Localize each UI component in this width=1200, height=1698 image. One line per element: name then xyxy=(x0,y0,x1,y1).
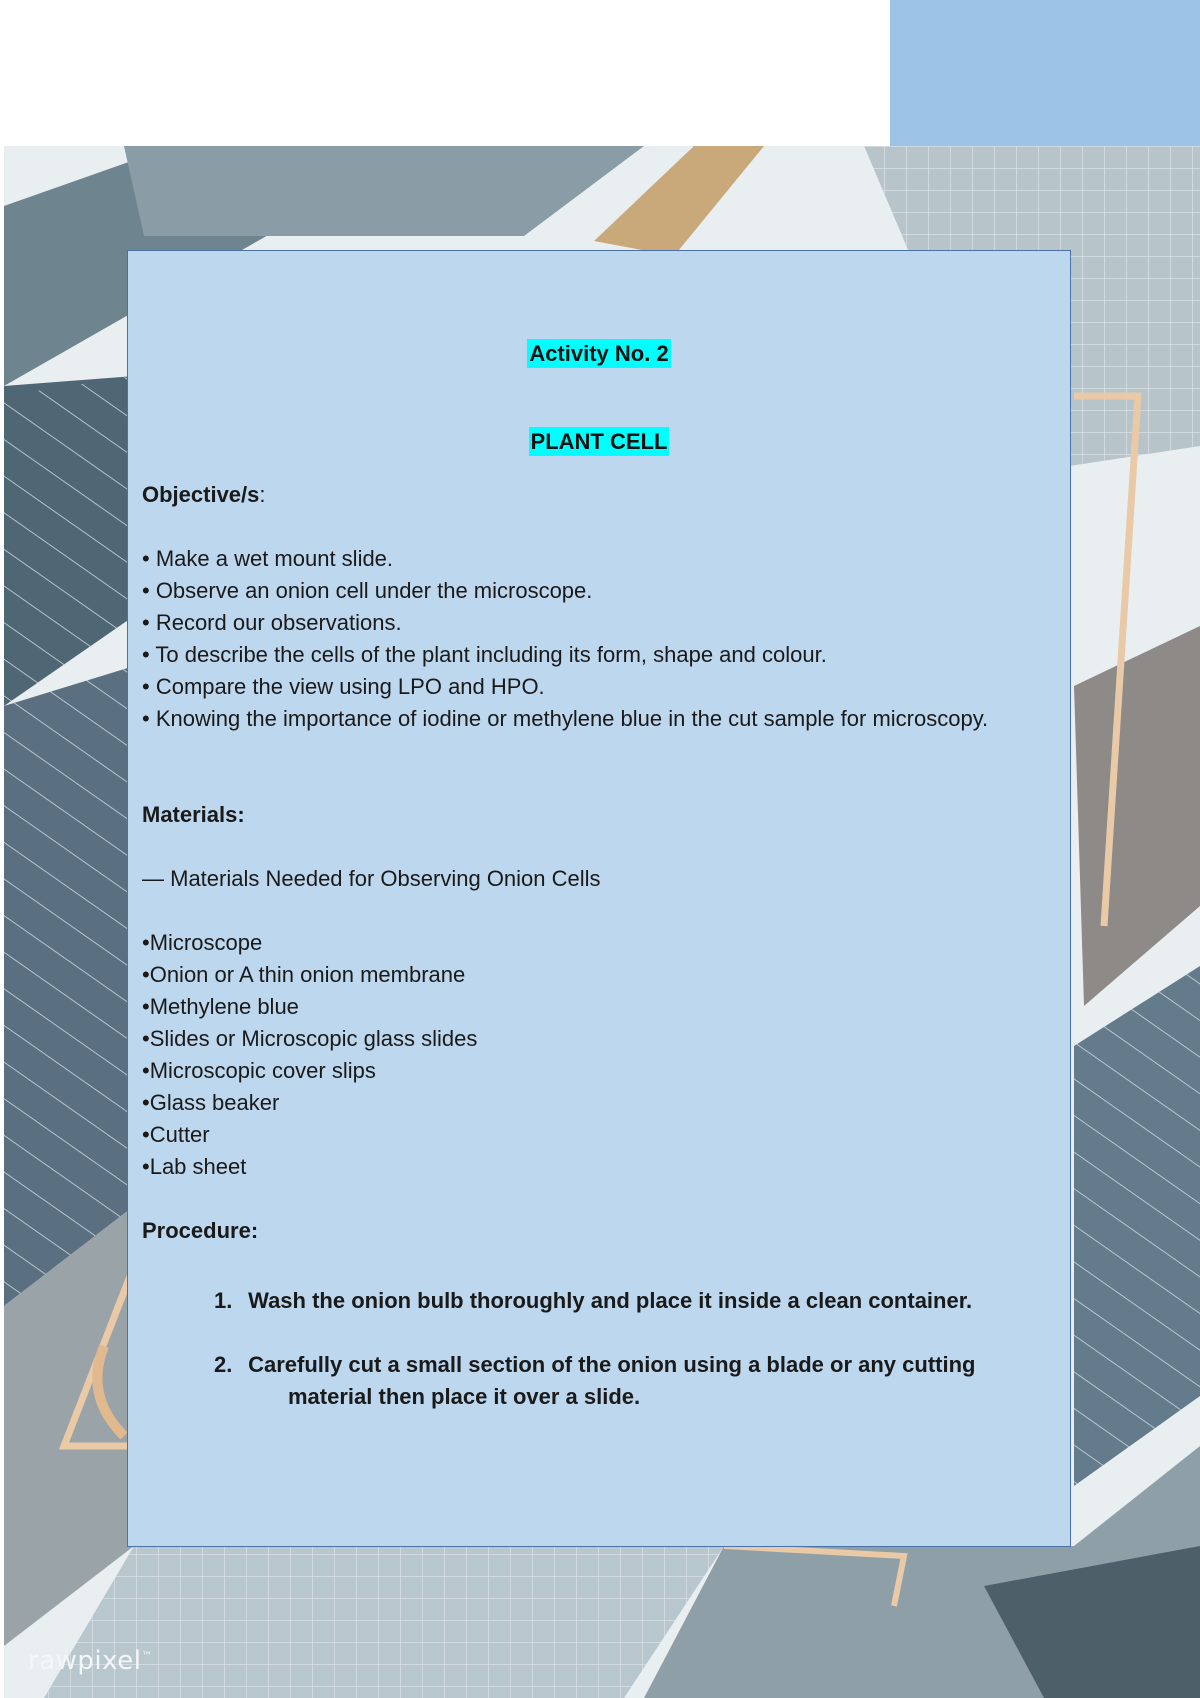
material-item: •Onion or A thin onion membrane xyxy=(142,962,466,987)
material-item: •Microscope xyxy=(142,930,263,955)
activity-sheet xyxy=(127,250,1071,1547)
procedure-heading: Procedure: xyxy=(142,1218,259,1243)
procedure-step-text-continued: material then place it over a slide. xyxy=(288,1384,641,1409)
materials-heading: Materials: xyxy=(142,802,245,827)
objective-item: • Record our observations. xyxy=(142,610,402,635)
objective-item: • Make a wet mount slide. xyxy=(142,546,394,571)
objectives-heading-line xyxy=(142,479,1056,511)
material-item: •Methylene blue xyxy=(142,994,299,1019)
objective-item: • Observe an onion cell under the microscope. xyxy=(142,578,593,603)
objectives-heading: Objective/s xyxy=(142,482,260,507)
material-item: •Microscopic cover slips xyxy=(142,1058,376,1083)
procedure-step xyxy=(214,1349,1056,1413)
rawpixel-watermark: rawpixel™ xyxy=(28,1646,153,1676)
procedure-step-text: Carefully cut a small section of the onion using a blade or any cutting xyxy=(248,1352,976,1377)
objective-item: • Knowing the importance of iodine or methylene blue in the cut sample for microscopy. xyxy=(142,706,989,731)
activity-title: PLANT CELL xyxy=(530,429,668,454)
material-item: •Cutter xyxy=(142,1122,210,1147)
activity-number: Activity No. 2 xyxy=(529,341,669,366)
corner-accent-block xyxy=(890,0,1200,146)
procedure-step-number: 2. xyxy=(214,1352,233,1377)
activity-number-line xyxy=(128,341,1070,367)
material-item: •Slides or Microscopic glass slides xyxy=(142,1026,478,1051)
objectives-heading-colon: : xyxy=(259,482,266,507)
material-item: •Glass beaker xyxy=(142,1090,280,1115)
procedure-step-number: 1. xyxy=(214,1288,233,1313)
procedure-step xyxy=(214,1285,1056,1317)
objective-item: • Compare the view using LPO and HPO. xyxy=(142,674,545,699)
material-item: •Lab sheet xyxy=(142,1154,247,1179)
materials-subheading: — Materials Needed for Observing Onion Cells xyxy=(142,866,601,891)
objective-item: • To describe the cells of the plant including its form, shape and colour. xyxy=(142,642,827,667)
activity-title-line xyxy=(128,429,1070,455)
procedure-step-text: Wash the onion bulb thoroughly and place it inside a clean container. xyxy=(248,1288,973,1313)
